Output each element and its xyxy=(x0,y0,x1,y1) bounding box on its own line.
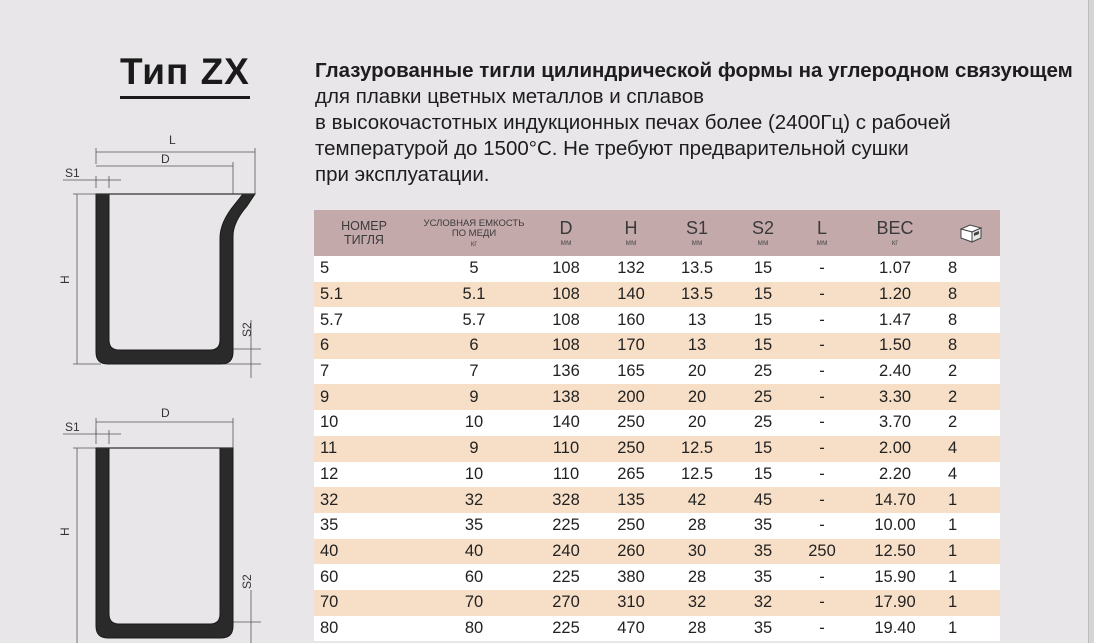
cell-number: 7 xyxy=(320,362,330,381)
cell-H: 470 xyxy=(617,618,645,637)
cell-pack: 1 xyxy=(948,567,958,586)
dim-label-S2-bottom: S2 xyxy=(240,574,254,589)
cell-weight: 1.50 xyxy=(878,336,912,355)
description-line2: в высокочастотных индукционных печах более (2400Гц) с рабочей xyxy=(315,111,951,134)
cell-H: 310 xyxy=(617,593,645,612)
table-body xyxy=(314,256,1000,641)
cell-pack: 1 xyxy=(948,490,958,509)
page-edge xyxy=(1088,0,1094,643)
cell-L: - xyxy=(819,516,825,535)
table-row xyxy=(314,410,1000,436)
cell-L: - xyxy=(819,618,825,637)
cell-S2: 35 xyxy=(753,541,773,560)
cell-S1: 13.5 xyxy=(680,285,714,304)
cell-D: 108 xyxy=(552,310,580,329)
cell-number: 60 xyxy=(320,567,339,586)
table-row xyxy=(314,384,1000,410)
cell-L: - xyxy=(819,387,825,406)
cell-number: 10 xyxy=(320,413,339,432)
cell-pack: 2 xyxy=(948,413,958,432)
cell-S1: 42 xyxy=(687,490,707,509)
cell-number: 6 xyxy=(320,336,330,355)
table-row xyxy=(314,616,1000,642)
cell-L: - xyxy=(819,567,825,586)
cell-S2: 45 xyxy=(753,490,773,509)
table-row xyxy=(314,513,1000,539)
cell-D: 108 xyxy=(552,285,580,304)
header-pack xyxy=(942,210,1000,256)
dim-label-S2: S2 xyxy=(240,322,254,337)
cell-S1: 12.5 xyxy=(680,439,714,458)
cell-capacity: 7 xyxy=(469,362,479,381)
cell-H: 165 xyxy=(617,362,645,381)
cell-H: 140 xyxy=(617,285,645,304)
description-line3: температурой до 1500°С. Не требуют предварительной сушки xyxy=(315,137,909,160)
cell-S2: 35 xyxy=(753,618,773,637)
crucible-spec-table xyxy=(314,210,1000,641)
table-row xyxy=(314,564,1000,590)
table-row xyxy=(314,539,1000,565)
cell-D: 108 xyxy=(552,336,580,355)
cell-capacity: 6 xyxy=(469,336,479,355)
cell-number: 32 xyxy=(320,490,339,509)
cell-pack: 1 xyxy=(948,618,958,637)
cell-number: 9 xyxy=(320,387,330,406)
cell-weight: 17.90 xyxy=(874,593,916,612)
cell-weight: 10.00 xyxy=(874,516,916,535)
table-row xyxy=(314,359,1000,385)
cell-capacity: 32 xyxy=(464,490,484,509)
cell-H: 380 xyxy=(617,567,645,586)
cell-weight: 1.20 xyxy=(878,285,912,304)
cell-S2: 25 xyxy=(753,387,773,406)
cell-weight: 12.50 xyxy=(874,541,916,560)
cell-capacity: 9 xyxy=(469,387,479,406)
cell-H: 135 xyxy=(617,490,645,509)
table-row xyxy=(314,256,1000,282)
cell-D: 108 xyxy=(552,259,580,278)
header-S2: S2 мм xyxy=(751,218,775,247)
dim-label-S1: S1 xyxy=(65,166,80,180)
cell-D: 328 xyxy=(552,490,580,509)
cell-pack: 8 xyxy=(948,336,958,355)
cell-L: - xyxy=(819,490,825,509)
cell-number: 5 xyxy=(320,259,330,278)
cell-pack: 2 xyxy=(948,362,958,381)
cell-D: 136 xyxy=(552,362,580,381)
cell-capacity: 60 xyxy=(464,567,484,586)
cell-S1: 32 xyxy=(687,593,707,612)
cell-H: 265 xyxy=(617,464,645,483)
cell-S1: 20 xyxy=(687,413,707,432)
cell-capacity: 40 xyxy=(464,541,484,560)
cell-capacity: 10 xyxy=(464,464,484,483)
cell-weight: 2.00 xyxy=(878,439,912,458)
dim-label-H: H xyxy=(58,275,72,284)
dim-label-D-bottom: D xyxy=(161,406,170,420)
cell-pack: 8 xyxy=(948,310,958,329)
cell-pack: 4 xyxy=(948,439,958,458)
cell-L: - xyxy=(819,285,825,304)
cell-S1: 12.5 xyxy=(680,464,714,483)
cell-capacity: 5 xyxy=(469,259,479,278)
cell-L: 250 xyxy=(808,541,836,560)
cell-pack: 1 xyxy=(948,541,958,560)
cell-L: - xyxy=(819,259,825,278)
cell-D: 225 xyxy=(552,567,580,586)
cell-L: - xyxy=(819,310,825,329)
table-row xyxy=(314,307,1000,333)
cell-D: 240 xyxy=(552,541,580,560)
cell-capacity: 5.7 xyxy=(462,310,486,329)
cell-S1: 28 xyxy=(687,567,707,586)
cell-S2: 15 xyxy=(753,464,773,483)
cell-weight: 2.20 xyxy=(878,464,912,483)
cell-pack: 2 xyxy=(948,387,958,406)
box-icon xyxy=(958,222,984,244)
cell-S2: 35 xyxy=(753,516,773,535)
dim-label-L: L xyxy=(169,133,176,147)
cell-H: 200 xyxy=(617,387,645,406)
cell-H: 132 xyxy=(617,259,645,278)
header-capacity: УСЛОВНАЯ ЕМКОСТЬ ПО МЕДИ кг xyxy=(423,217,525,248)
cell-pack: 1 xyxy=(948,516,958,535)
product-description xyxy=(315,58,1085,188)
cell-D: 110 xyxy=(552,464,580,483)
table-row xyxy=(314,436,1000,462)
cell-number: 5.1 xyxy=(320,285,343,304)
dim-label-H-bottom: H xyxy=(58,527,72,536)
cell-L: - xyxy=(819,413,825,432)
cell-S2: 15 xyxy=(753,336,773,355)
header-S1: S1 мм xyxy=(685,218,709,247)
cell-capacity: 70 xyxy=(464,593,484,612)
header-H: H мм xyxy=(624,218,638,247)
cell-S1: 13 xyxy=(687,336,707,355)
header-D: D мм xyxy=(559,218,573,247)
cell-S1: 28 xyxy=(687,516,707,535)
table-header-row xyxy=(314,210,1000,256)
cell-D: 138 xyxy=(552,387,580,406)
cell-pack: 8 xyxy=(948,259,958,278)
dim-label-D: D xyxy=(161,152,170,166)
cell-L: - xyxy=(819,336,825,355)
cell-pack: 4 xyxy=(948,464,958,483)
cell-D: 225 xyxy=(552,618,580,637)
cell-S1: 30 xyxy=(687,541,707,560)
header-L: L мм xyxy=(816,218,828,247)
cell-H: 160 xyxy=(617,310,645,329)
cell-S1: 13.5 xyxy=(680,259,714,278)
crucible-diagram-plain xyxy=(55,400,275,643)
cell-L: - xyxy=(819,362,825,381)
cell-S2: 15 xyxy=(753,439,773,458)
cell-H: 250 xyxy=(617,413,645,432)
cell-number: 5.7 xyxy=(320,310,343,329)
cell-H: 250 xyxy=(617,439,645,458)
cell-S2: 15 xyxy=(753,310,773,329)
cell-H: 260 xyxy=(617,541,645,560)
cell-number: 70 xyxy=(320,593,339,612)
cell-weight: 2.40 xyxy=(878,362,912,381)
cell-D: 225 xyxy=(552,516,580,535)
cell-S2: 32 xyxy=(753,593,773,612)
cell-number: 35 xyxy=(320,516,339,535)
cell-weight: 1.47 xyxy=(878,310,912,329)
header-number: НОМЕР ТИГЛЯ xyxy=(341,219,387,247)
cell-L: - xyxy=(819,593,825,612)
cell-number: 12 xyxy=(320,464,339,483)
description-line1-rest: для плавки цветных металлов и сплавов xyxy=(315,85,705,108)
cell-S2: 25 xyxy=(753,413,773,432)
cell-number: 11 xyxy=(320,439,338,458)
cell-S2: 15 xyxy=(753,285,773,304)
table-row xyxy=(314,462,1000,488)
cell-S2: 35 xyxy=(753,567,773,586)
cell-pack: 8 xyxy=(948,285,958,304)
cell-S1: 28 xyxy=(687,618,707,637)
cell-weight: 19.40 xyxy=(874,618,916,637)
description-line4: при эксплуатации. xyxy=(315,163,490,186)
cell-pack: 1 xyxy=(948,593,958,612)
cell-D: 110 xyxy=(552,439,580,458)
table-row xyxy=(314,487,1000,513)
cell-D: 140 xyxy=(552,413,580,432)
cell-S2: 15 xyxy=(753,259,773,278)
cell-capacity: 10 xyxy=(464,413,484,432)
cell-S1: 13 xyxy=(687,310,707,329)
cell-D: 270 xyxy=(552,593,580,612)
cell-S1: 20 xyxy=(687,362,707,381)
description-bold: Глазурованные тигли цилиндрической формы на углеродном связующем xyxy=(315,59,1073,82)
cell-capacity: 35 xyxy=(464,516,484,535)
table-row xyxy=(314,333,1000,359)
table-row xyxy=(314,590,1000,616)
cell-L: - xyxy=(819,439,825,458)
cell-weight: 15.90 xyxy=(874,567,916,586)
header-weight: ВЕС кг xyxy=(876,218,914,247)
crucible-diagram-with-spout xyxy=(55,130,275,380)
table-row xyxy=(314,282,1000,308)
cell-number: 40 xyxy=(320,541,339,560)
page-title: Тип ZX xyxy=(120,50,250,99)
dim-label-S1-bottom: S1 xyxy=(65,420,80,434)
cell-L: - xyxy=(819,464,825,483)
cell-capacity: 9 xyxy=(469,439,479,458)
cell-weight: 1.07 xyxy=(878,259,912,278)
cell-weight: 3.70 xyxy=(878,413,912,432)
cell-capacity: 5.1 xyxy=(462,285,486,304)
cell-H: 170 xyxy=(617,336,645,355)
cell-weight: 3.30 xyxy=(878,387,912,406)
cell-S2: 25 xyxy=(753,362,773,381)
cell-S1: 20 xyxy=(687,387,707,406)
cell-number: 80 xyxy=(320,618,339,637)
cell-capacity: 80 xyxy=(464,618,484,637)
cell-weight: 14.70 xyxy=(874,490,916,509)
cell-H: 250 xyxy=(617,516,645,535)
